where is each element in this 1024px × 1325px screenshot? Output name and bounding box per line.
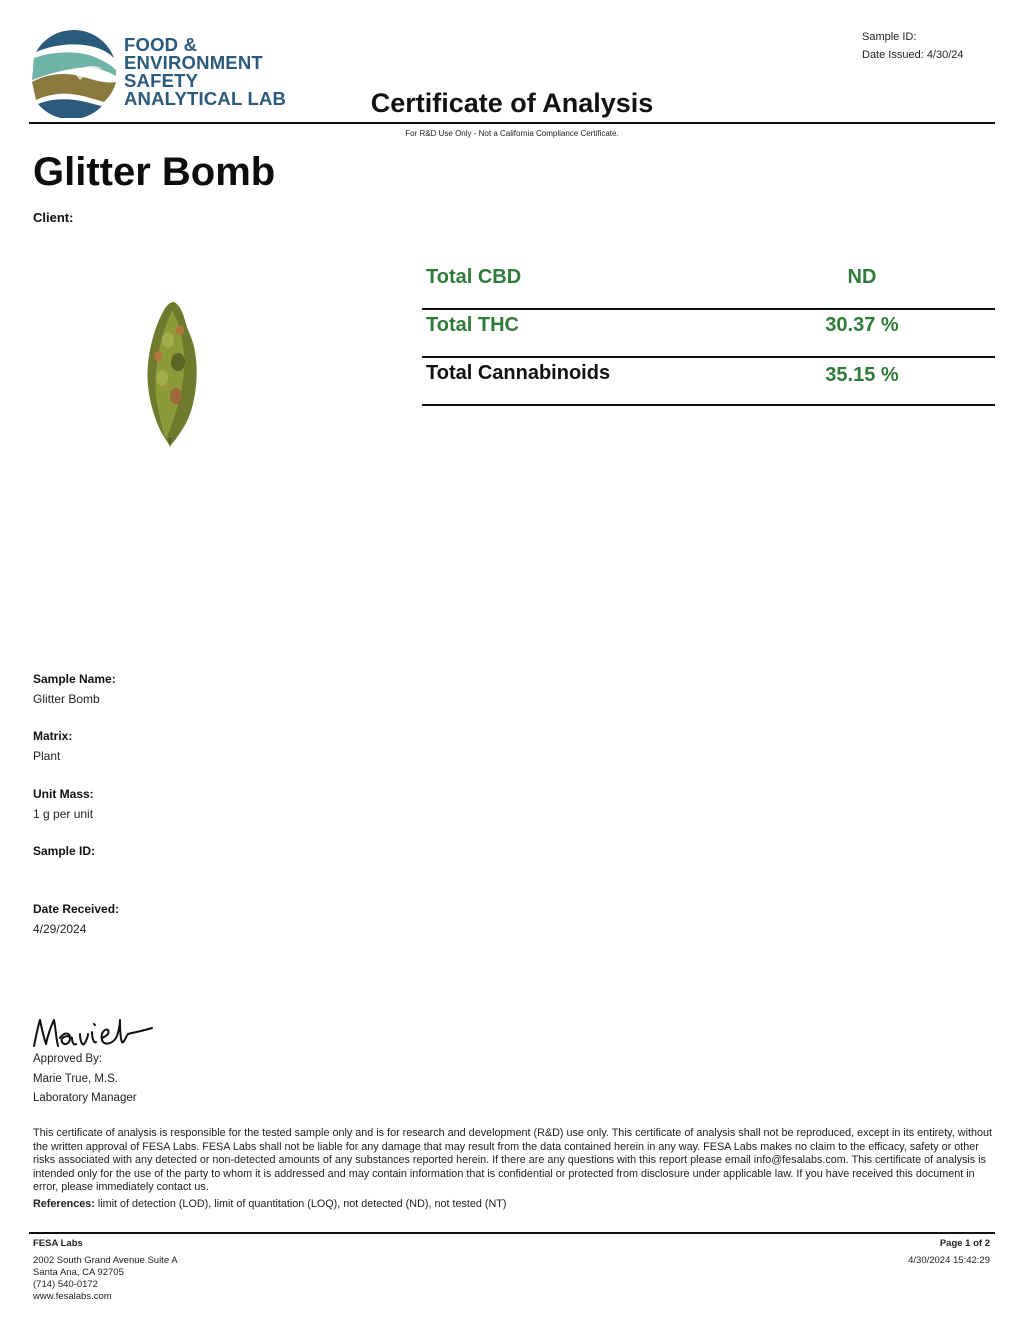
footer-divider <box>29 1232 995 1234</box>
field-value: 4/29/2024 <box>33 922 87 936</box>
certificate-title <box>0 88 1024 119</box>
footer-address-line1: 2002 South Grand Avenue Suite A <box>33 1255 178 1266</box>
total-thc-label: Total THC <box>426 314 519 336</box>
total-cannabinoids-value: 35.15 % <box>825 364 899 386</box>
approver-role: Laboratory Manager <box>33 1092 137 1104</box>
date-issued: Date Issued: 4/30/24 <box>862 49 964 61</box>
field-value: Plant <box>33 749 61 763</box>
total-row-thc <box>422 310 995 358</box>
total-cannabinoids-label: Total Cannabinoids <box>426 362 611 384</box>
logo-line: SAFETY <box>124 70 199 91</box>
product-bud-image <box>138 300 204 448</box>
certificate-title-text: Certificate of Analysis <box>370 88 654 118</box>
approval-block <box>33 1050 137 1109</box>
field-label: Unit Mass: <box>33 787 94 801</box>
signature-image <box>30 1008 156 1054</box>
references-text: limit of detection (LOD), limit of quantitation (LOQ), not detected (ND), not tested (NT) <box>94 1198 507 1210</box>
field-date-received <box>33 901 119 937</box>
footer-address <box>33 1238 178 1303</box>
total-row-cbd <box>422 262 995 310</box>
total-row-cannabinoids <box>422 358 995 406</box>
footer-website: www.fesalabs.com <box>33 1291 112 1302</box>
total-cbd-label: Total CBD <box>426 266 522 288</box>
logo-line: ENVIRONMENT <box>124 52 263 73</box>
report-timestamp: 4/30/2024 15:42:29 <box>908 1255 990 1266</box>
logo-line: ANALYTICAL LAB <box>124 88 287 109</box>
total-cbd-value: ND <box>847 266 877 288</box>
disclaimer-text: This certificate of analysis is responsible for the tested sample only and is for research and development (R&D) use only. This certificate of analysis shall not be reproduced, except in its entirety, without the written approval of FESA Labs. FESA Labs shall not be liable for any damage that may result from the data contained herein in any way. FESA Labs makes no claim to the efficacy, safety or other risks associated with any detected or non-detected amounts of any substances reported herein. If there are any questions with this report please email info@fesalabs.com. This certificate of analysis is intended only for the use of the party to whom it is addressed and may contain information that is confidential or protected from disclosure under applicable law. If you have received this document in error, please immediately contact us. <box>33 1127 992 1194</box>
field-label: Sample Name: <box>33 672 116 686</box>
field-label: Date Received: <box>33 902 120 916</box>
header-divider <box>29 122 995 124</box>
sample-meta <box>862 28 964 64</box>
field-value: Glitter Bomb <box>33 692 100 706</box>
approved-by-label: Approved By: <box>33 1053 103 1065</box>
totals-table <box>422 262 995 406</box>
page-number: Page 1 of 2 <box>939 1238 990 1249</box>
approver-name: Marie True, M.S. <box>33 1072 118 1085</box>
footer-phone: (714) 540-0172 <box>33 1279 98 1290</box>
total-thc-value: 30.37 % <box>825 314 899 336</box>
field-label: Sample ID: <box>33 844 96 858</box>
field-matrix <box>33 728 72 764</box>
field-sample-name <box>33 671 116 707</box>
product-name: Glitter Bomb <box>33 150 276 194</box>
client-label: Client: <box>33 210 74 225</box>
sample-id-label: Sample ID: <box>862 31 917 43</box>
field-unit-mass <box>33 786 94 822</box>
logo-line: FOOD & <box>124 34 198 55</box>
field-sample-id <box>33 843 95 863</box>
footer-address-line2: Santa Ana, CA 92705 <box>33 1267 124 1278</box>
footer-page-info <box>908 1238 990 1267</box>
references-label: References: <box>33 1198 95 1210</box>
rnd-note: For R&D Use Only - Not a California Compliance Certificate. <box>405 129 619 138</box>
references <box>33 1198 993 1210</box>
field-value: 1 g per unit <box>33 807 94 821</box>
field-label: Matrix: <box>33 729 73 743</box>
footer-company: FESA Labs <box>33 1238 83 1249</box>
